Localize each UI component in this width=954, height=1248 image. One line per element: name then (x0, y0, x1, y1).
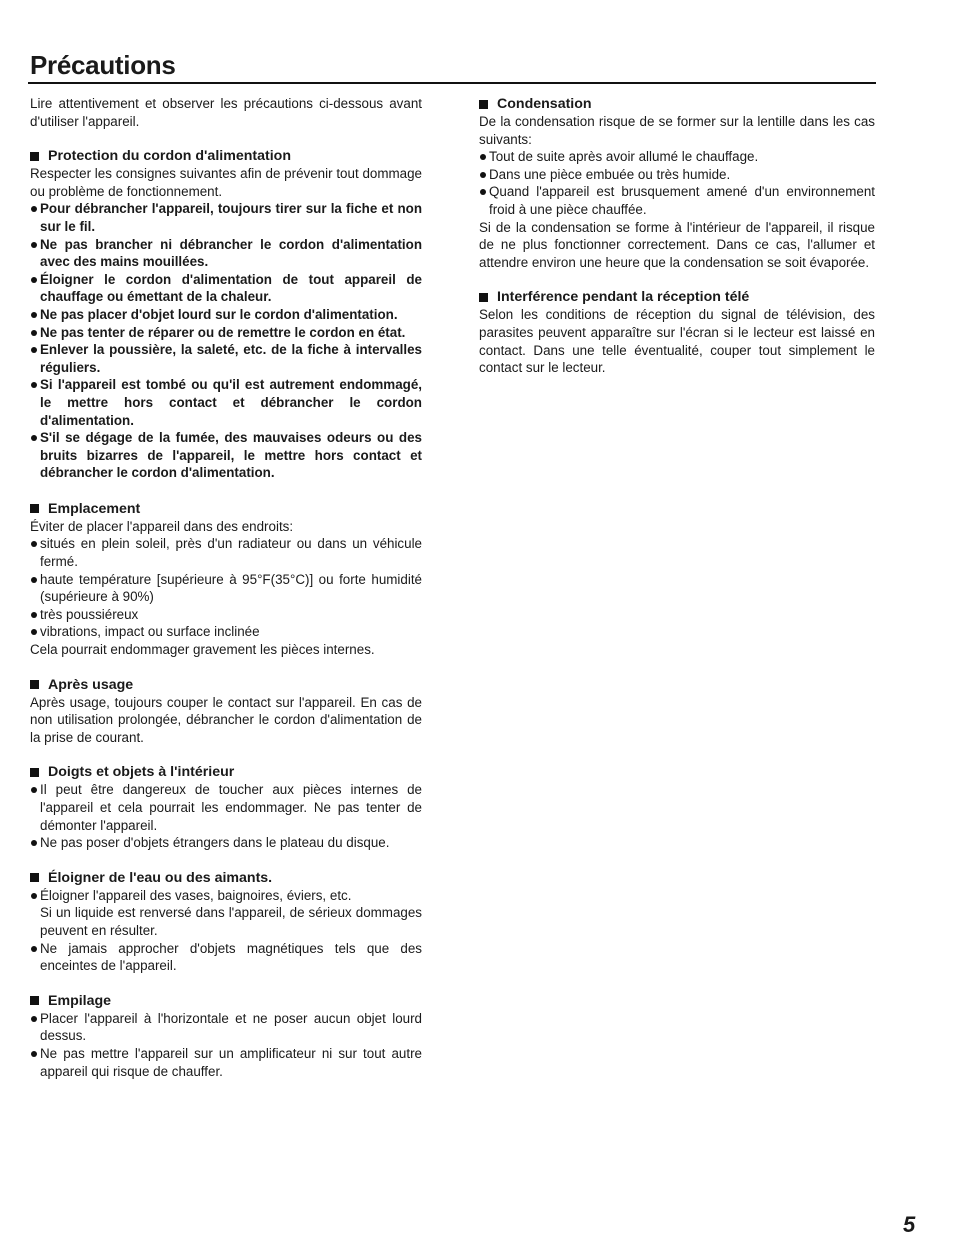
list-item: Ne pas poser d'objets étrangers dans le plateau du disque. (30, 834, 422, 852)
bullet-icon (31, 435, 37, 441)
bullet-list (30, 1010, 422, 1080)
section-heading (30, 500, 422, 518)
section-text: Après usage, toujours couper le contact sur l'appareil. En cas de non utilisation prolongée, débrancher le cordon d'alimentation de la prise de courant. (30, 694, 422, 745)
bullet-icon (31, 840, 37, 846)
square-bullet-icon (30, 768, 39, 777)
list-item: haute température [supérieure à 95°F(35°C)] ou forte humidité (supérieure à 90%) (30, 571, 422, 606)
left-column (30, 95, 422, 1080)
section-eloigner (30, 869, 422, 975)
bullet-icon (31, 541, 37, 547)
section-text: Éviter de placer l'appareil dans des endroits: (30, 518, 294, 534)
section-apres-usage (30, 676, 422, 747)
list-item: Placer l'appareil à l'horizontale et ne poser aucun objet lourd dessus. (30, 1010, 422, 1045)
square-bullet-icon (30, 504, 39, 513)
list-item: Éloigner le cordon d'alimentation de tout appareil de chauffage ou émettant de la chaleur. (30, 271, 422, 306)
section-heading (479, 288, 875, 306)
list-item: Ne jamais approcher d'objets magnétiques tels que des enceintes de l'appareil. (30, 940, 422, 975)
square-bullet-icon (479, 293, 488, 302)
square-bullet-icon (30, 152, 39, 161)
list-item: Si l'appareil est tombé ou qu'il est autrement endommagé, le mettre hors contact et débrancher le cordon d'alimentation. (30, 376, 422, 429)
list-item: Ne pas tenter de réparer ou de remettre le cordon en état. (30, 324, 422, 342)
list-item: Éloigner l'appareil des vases, baignoires, éviers, etc. (30, 887, 422, 905)
intro-text: Lire attentivement et observer les précautions ci-dessous avant d'utiliser l'appareil. (30, 96, 422, 129)
section-heading (30, 992, 422, 1010)
list-item: Ne pas placer d'objet lourd sur le cordon d'alimentation. (30, 306, 422, 324)
section-text: Selon les conditions de réception du signal de télévision, des parasites peuvent apparaître sur l'écran si le lecteur est laissé en contact. Dans une telle éventualité, couper tout simplement le contact sur le lecteur. (479, 307, 875, 376)
section-protection (30, 147, 422, 482)
square-bullet-icon (479, 100, 488, 109)
list-item: S'il se dégage de la fumée, des mauvaises odeurs ou des bruits bizarres de l'appareil, le mettre hors contact et débrancher le cordon d'alimentation. (30, 429, 422, 482)
bullet-icon (480, 154, 486, 160)
bullet-icon (31, 330, 37, 336)
heading-text: Emplacement (48, 500, 141, 517)
bullet-icon (480, 189, 486, 195)
heading-text: Empilage (48, 992, 112, 1009)
section-doigts (30, 763, 422, 851)
page-title: Précautions (30, 50, 176, 80)
bullet-icon (31, 1051, 37, 1057)
bullet-list (30, 200, 422, 482)
section-heading (479, 95, 875, 113)
bullet-list (479, 148, 875, 218)
bullet-icon (31, 1016, 37, 1022)
section-note: Cela pourrait endommager gravement les pièces internes. (30, 642, 375, 658)
list-item: Pour débrancher l'appareil, toujours tirer sur la fiche et non sur le fil. (30, 200, 422, 235)
bullet-icon (31, 946, 37, 952)
title-rule (28, 82, 876, 84)
right-column (479, 95, 875, 377)
bullet-list (30, 940, 422, 975)
section-heading (30, 147, 422, 165)
heading-text: Interférence pendant la réception télé (497, 289, 750, 306)
square-bullet-icon (30, 996, 39, 1005)
list-item: Enlever la poussière, la saleté, etc. de la fiche à intervalles réguliers. (30, 341, 422, 376)
bullet-icon (31, 382, 37, 388)
bullet-icon (31, 347, 37, 353)
section-note: Si de la condensation se forme à l'intérieur de l'appareil, il risque de ne plus fonctionner correctement. Dans ce cas, l'allumer et attendre environ une heure que la condensation se soit évaporée. (479, 219, 875, 270)
section-heading (30, 763, 422, 781)
heading-text: Protection du cordon d'alimentation (48, 148, 291, 165)
square-bullet-icon (30, 873, 39, 882)
bullet-icon (31, 787, 37, 793)
list-item: Tout de suite après avoir allumé le chauffage. (479, 148, 875, 166)
page-number: 5 (903, 1212, 916, 1237)
bullet-icon (31, 577, 37, 583)
bullet-icon (31, 206, 37, 212)
section-heading (30, 869, 422, 887)
square-bullet-icon (30, 680, 39, 689)
bullet-icon (31, 242, 37, 248)
bullet-icon (31, 277, 37, 283)
heading-text: Éloigner de l'eau ou des aimants. (48, 869, 273, 886)
list-item: Dans une pièce embuée ou très humide. (479, 166, 875, 184)
section-text: Respecter les consignes suivantes afin de prévenir tout dommage ou problème de fonctionnement. (30, 166, 422, 199)
bullet-list (30, 535, 422, 641)
heading-text: Doigts et objets à l'intérieur (48, 764, 235, 781)
heading-text: Condensation (497, 96, 592, 112)
bullet-icon (31, 893, 37, 899)
list-item: situés en plein soleil, près d'un radiateur ou dans un véhicule fermé. (30, 535, 422, 570)
section-text: De la condensation risque de se former sur la lentille dans les cas suivants: (479, 114, 875, 147)
bullet-icon (31, 612, 37, 618)
bullet-icon (480, 172, 486, 178)
bullet-icon (31, 312, 37, 318)
list-item: Ne pas brancher ni débrancher le cordon d'alimentation avec des mains mouillées. (30, 236, 422, 271)
section-heading (30, 676, 422, 694)
list-item: vibrations, impact ou surface inclinée (30, 623, 422, 641)
section-condensation (479, 95, 875, 271)
section-emplacement (30, 500, 422, 659)
section-interference (479, 288, 875, 376)
heading-text: Après usage (48, 676, 134, 693)
bullet-icon (31, 629, 37, 635)
section-note: Si un liquide est renversé dans l'appareil, de sérieux dommages peuvent en résulter. (40, 905, 422, 938)
bullet-list (30, 781, 422, 851)
list-item: Quand l'appareil est brusquement amené d'un environnement froid à une pièce chauffée. (479, 183, 875, 218)
bullet-list (30, 887, 422, 905)
list-item: Il peut être dangereux de toucher aux pièces internes de l'appareil et cela pourrait les endommager. Ne pas tenter de démonter l'appareil. (30, 781, 422, 834)
list-item: très poussiéreux (30, 606, 422, 624)
section-empilage (30, 992, 422, 1080)
list-item: Ne pas mettre l'appareil sur un amplificateur ni sur tout autre appareil qui risque de chauffer. (30, 1045, 422, 1080)
